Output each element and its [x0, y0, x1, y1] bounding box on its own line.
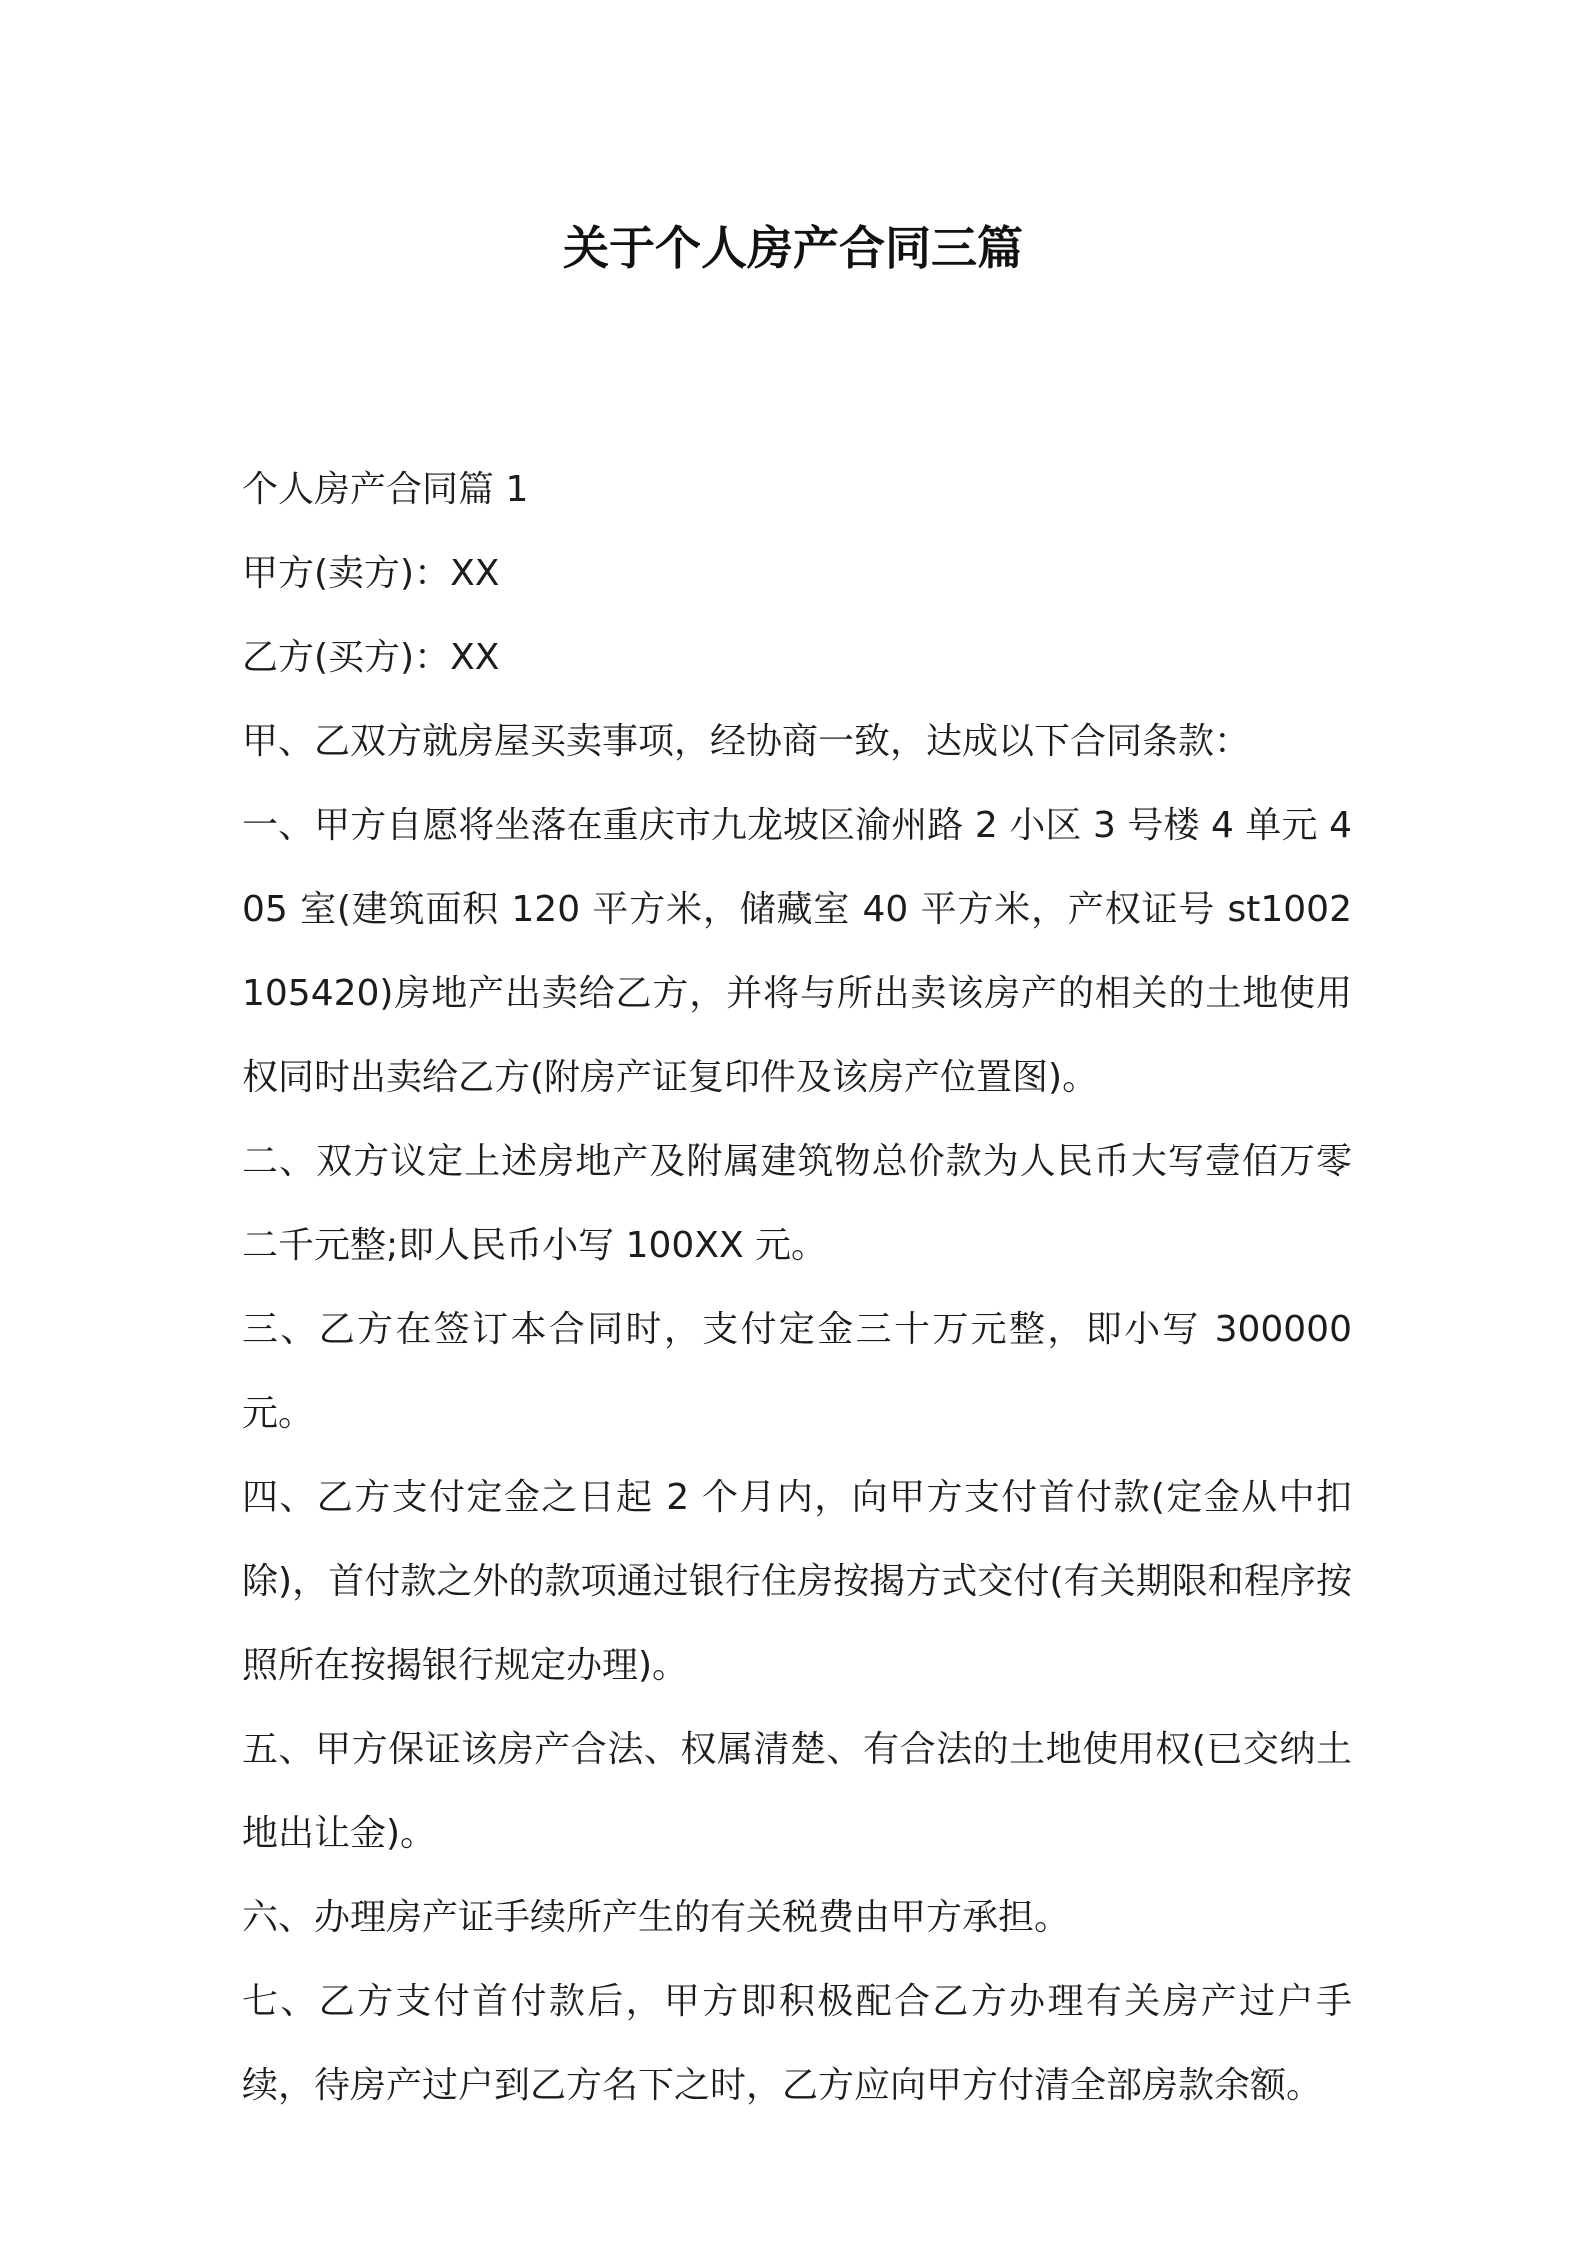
party-b-line: 乙方(买方)：XX: [242, 637, 500, 678]
intro-paragraph: 甲、乙双方就房屋买卖事项，经协商一致，达成以下合同条款：: [242, 721, 1251, 762]
clause-7: 七、乙方支付首付款后，甲方即积极配合乙方办理有关房产过户手续，待房产过户到乙方名下之时，乙方应向甲方付清全部房款余额。: [242, 1981, 1352, 2106]
section-heading: 个人房产合同篇 1: [242, 469, 529, 510]
party-a-line: 甲方(卖方)：XX: [242, 553, 500, 594]
clause-2: 二、双方议定上述房地产及附属建筑物总价款为人民币大写壹佰万零二千元整;即人民币小写 100XX 元。: [242, 1141, 1352, 1266]
document-body: [242, 448, 1352, 2128]
clause-4: 四、乙方支付定金之日起 2 个月内，向甲方支付首付款(定金从中扣除)，首付款之外的款项通过银行住房按揭方式交付(有关期限和程序按照所在按揭银行规定办理)。: [242, 1477, 1352, 1686]
clause-3: 三、乙方在签订本合同时，支付定金三十万元整，即小写 300000 元。: [242, 1309, 1352, 1434]
clause-6: 六、办理房产证手续所产生的有关税费由甲方承担。: [242, 1897, 1071, 1938]
document-title: 关于个人房产合同三篇: [563, 221, 1023, 275]
clause-1: 一、甲方自愿将坐落在重庆市九龙坡区渝州路 2 小区 3 号楼 4 单元 405 室(建筑面积 120 平方米，储藏室 40 平方米，产权证号 st1002105420)房地产出卖给乙方，并将与所出卖该房产的相关的土地使用权同时出卖给乙方(附房产证复印件及该房产位置图)。: [242, 805, 1352, 1098]
clause-5: 五、甲方保证该房产合法、权属清楚、有合法的土地使用权(已交纳土地出让金)。: [242, 1729, 1352, 1854]
